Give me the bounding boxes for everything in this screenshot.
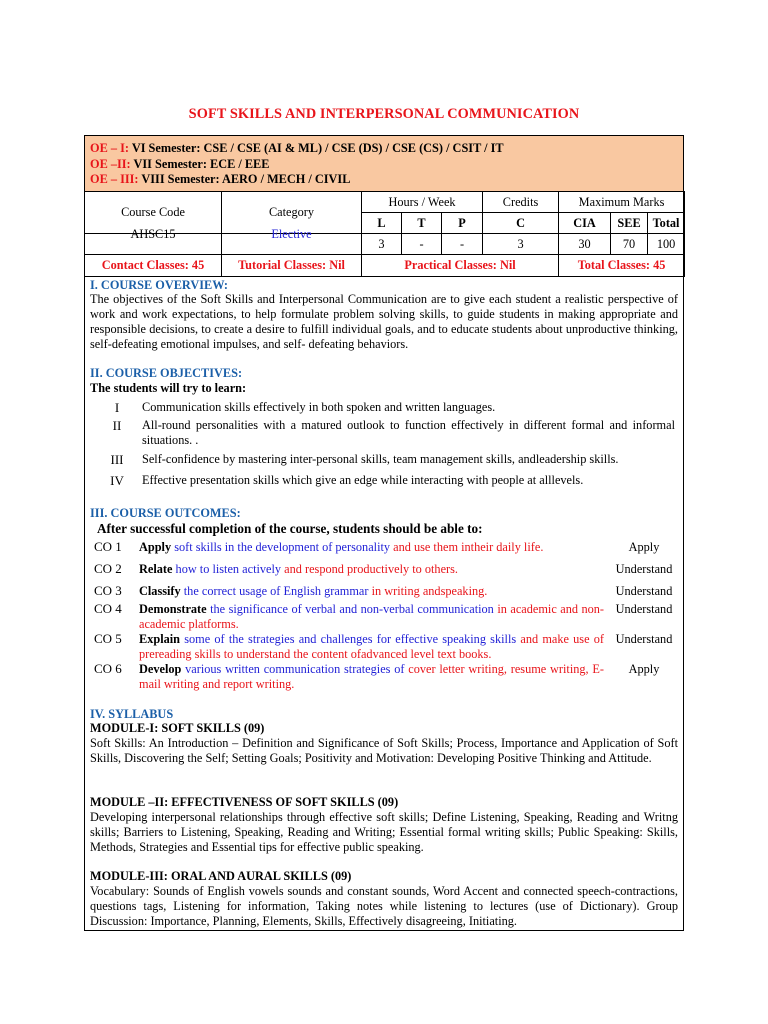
outcome-id: CO 1: [94, 539, 122, 554]
outcome-id: CO 2: [94, 561, 122, 576]
course-code-header: Course Code: [85, 192, 222, 234]
outcome-topic: some of the strategies and challenges for effective speaking skills: [184, 632, 517, 646]
outcome-level: Understand: [615, 584, 673, 598]
cia-value: 30: [559, 234, 611, 255]
outcome-text: [139, 540, 604, 555]
outcome-detail: and use them intheir daily life.: [393, 540, 544, 554]
outcome-topic: the significance of verbal and non-verbal communication: [210, 602, 494, 616]
t-header: T: [402, 213, 442, 234]
oe-line-3: [90, 172, 683, 188]
module-text: Vocabulary: Sounds of English vowels sounds and constant sounds, Word Accent and connected speech-contractions, questions tags, Listening for information, Taking notes while listening to lectures (use of Dictionary). Group Discussion: Importance, Planning, Elements, Skills, Effectively disagreeing, Initiating.: [90, 884, 678, 928]
outcome-detail: and make use of prereading skills to understand the content ofadvanced level text books.: [139, 632, 604, 661]
outcome-text: [139, 662, 604, 691]
see-value: 70: [611, 234, 648, 255]
category-value: Elective: [222, 224, 362, 245]
outcome-verb: Develop: [139, 662, 182, 676]
practical-classes: Practical Classes: Nil: [362, 255, 559, 277]
outcome-verb: Relate: [139, 562, 173, 576]
p-header: P: [442, 213, 483, 234]
outcome-id: CO 3: [94, 583, 122, 598]
open-elective-block: [84, 135, 684, 191]
objective-number: IV: [110, 473, 124, 488]
outcome-level: Understand: [615, 602, 673, 616]
objective-number: III: [110, 452, 124, 467]
max-marks-header: Maximum Marks: [559, 192, 685, 213]
tutorial-classes: Tutorial Classes: Nil: [222, 255, 362, 277]
outcome-level: Understand: [615, 562, 673, 576]
outcome-topic: soft skills in the development of personality: [174, 540, 391, 554]
outcome-detail: in academic and non-academic platforms.: [139, 602, 605, 631]
contact-classes: Contact Classes: 45: [85, 255, 222, 277]
objective-number: II: [112, 418, 122, 433]
module-text: Developing interpersonal relationships through effective soft skills; Define Listening, Speaking, Reading and Writng skills; Barriers to Listening, Speaking, Reading and Writing; Essential formal writing skills; Public Speaking: Skills, Methods, Strategies and Essential tips for effective public speaking.: [90, 810, 678, 854]
t-value: -: [402, 234, 442, 255]
oe-line-1: [90, 141, 683, 157]
oe-label: OE – I:: [90, 141, 129, 155]
hours-header: Hours / Week: [362, 192, 483, 213]
category-header: Category: [222, 192, 362, 234]
document-title: SOFT SKILLS AND INTERPERSONAL COMMUNICATION: [188, 106, 580, 122]
l-value: 3: [362, 234, 402, 255]
outcome-level: Understand: [615, 632, 673, 646]
outcome-level: Apply: [628, 662, 660, 676]
objective-text: Communication skills effectively in both spoken and written languages.: [142, 400, 496, 414]
oe-text: VI Semester: CSE / CSE (AI & ML) / CSE (DS) / CSE (CS) / CSIT / IT: [131, 141, 504, 155]
p-value: -: [442, 234, 483, 255]
outcomes-heading: III. COURSE OUTCOMES:: [90, 506, 241, 520]
outcome-id: CO 4: [94, 601, 122, 616]
see-header: SEE: [611, 213, 648, 234]
outcome-text: [139, 632, 604, 661]
course-code-value: AHSC15: [85, 224, 222, 245]
oe-label: OE – III:: [90, 172, 139, 186]
total-header: Total: [648, 213, 685, 234]
outcome-topic: various written communication strategies of: [185, 662, 405, 676]
outcome-text: [139, 584, 604, 599]
oe-label: OE –II:: [90, 156, 131, 171]
module-text: Soft Skills: An Introduction – Definition and Significance of Soft Skills; Process, Importance and Application of Soft Skills, Discovering the Self; Setting Goals; Positivity and Motivation: Developing Positive Thinking and Attitude.: [90, 736, 678, 765]
outcome-detail: and respond productively to others.: [284, 562, 458, 576]
outcome-detail: in writing andspeaking.: [371, 584, 488, 598]
oe-line-2: [90, 157, 683, 173]
outcome-topic: the correct usage of English grammar: [183, 584, 369, 598]
module-title: MODULE-I: SOFT SKILLS (09): [90, 721, 265, 735]
outcomes-intro: After successful completion of the course, students should be able to:: [97, 521, 483, 536]
c-header: C: [483, 213, 559, 234]
outcome-verb: Classify: [139, 584, 181, 598]
course-info-table: [84, 191, 685, 277]
module-title: MODULE-III: ORAL AND AURAL SKILLS (09): [90, 869, 352, 883]
module-title: MODULE –II: EFFECTIVENESS OF SOFT SKILLS (09): [90, 795, 399, 809]
l-header: L: [362, 213, 402, 234]
syllabus-heading: IV. SYLLABUS: [90, 707, 174, 721]
objectives-intro: The students will try to learn:: [90, 381, 247, 395]
c-value: 3: [483, 234, 559, 255]
overview-text: The objectives of the Soft Skills and Interpersonal Communication are to give each student a realistic perspective of work and work expectations, to help formulate problem solving skills, to guide students in making appropriate and responsible decisions, to create a desire to fulfill individual goals, and to educate students about unproductive thinking, self-defeating emotional impulses, and self- defeating behaviors.: [90, 292, 678, 351]
oe-text: VIII Semester: AERO / MECH / CIVIL: [141, 172, 351, 186]
total-classes: Total Classes: 45: [559, 255, 685, 277]
objective-text: Effective presentation skills which give an edge while interacting with people at alllevels.: [142, 473, 584, 487]
outcome-text: [139, 562, 604, 577]
credits-header: Credits: [483, 192, 559, 213]
objective-text: All-round personalities with a matured outlook to function effectively in different formal and informal situations. .: [142, 418, 675, 447]
outcome-id: CO 5: [94, 631, 122, 646]
overview-heading: I. COURSE OVERVIEW:: [90, 278, 228, 292]
outcome-topic: how to listen actively: [175, 562, 282, 576]
objective-number: I: [114, 400, 120, 415]
objectives-heading: II. COURSE OBJECTIVES:: [90, 366, 243, 380]
outcome-text: [139, 602, 604, 631]
objective-text: Self-confidence by mastering inter-personal skills, team management skills, andleadership skills.: [142, 452, 619, 466]
outcome-verb: Apply: [139, 540, 172, 554]
outcome-verb: Demonstrate: [139, 602, 207, 616]
outcome-detail: cover letter writing, resume writing, E-mail writing and report writing.: [139, 662, 604, 691]
outcome-verb: Explain: [139, 632, 181, 646]
oe-text: VII Semester: ECE / EEE: [133, 156, 270, 171]
total-value: 100: [648, 234, 685, 255]
cia-header: CIA: [559, 213, 611, 234]
outcome-id: CO 6: [94, 661, 122, 676]
outcome-level: Apply: [628, 540, 660, 554]
